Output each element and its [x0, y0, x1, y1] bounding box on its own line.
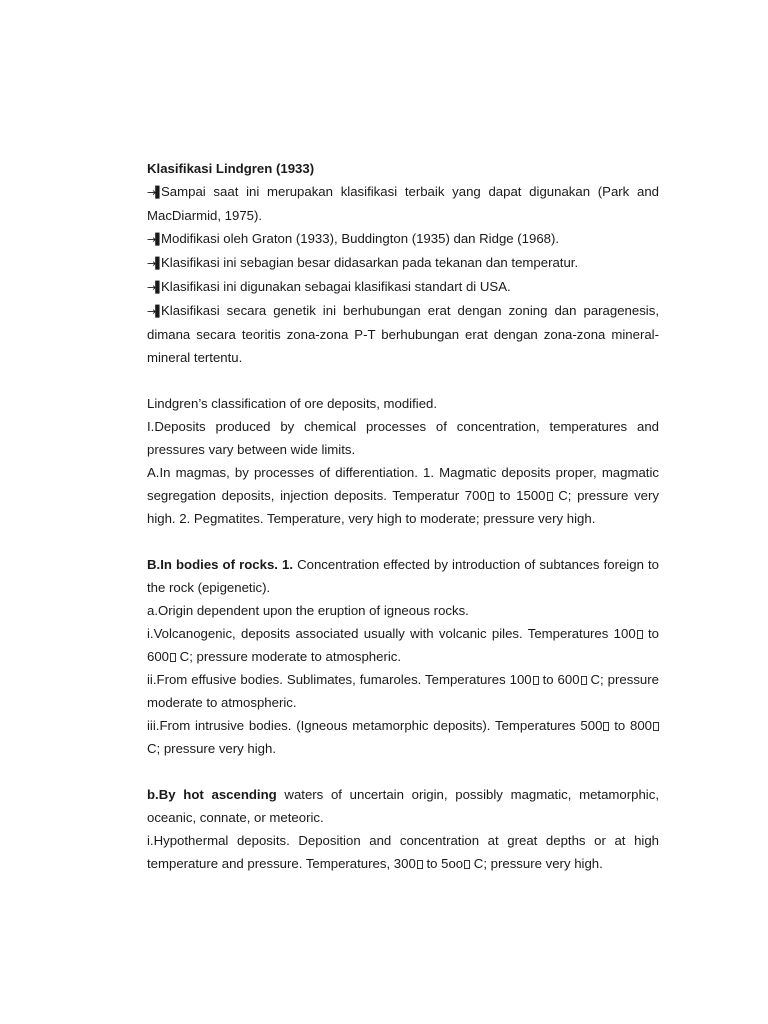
- degree-placeholder-icon: [653, 722, 659, 731]
- document-page: [147, 157, 659, 875]
- arrow-bullet-icon: →▌: [147, 281, 163, 294]
- bullet-item: →▌Modifikasi oleh Graton (1933), Buddington (1935) dan Ridge (1968).: [147, 227, 659, 251]
- bullet-item: →▌Klasifikasi secara genetik ini berhubungan erat dengan zoning dan paragenesis, dimana secara teoritis zona-zona P-T berhubungan erat dengan zona-zona mineral-mineral tertentu.: [147, 299, 659, 369]
- paragraph: b.By hot ascending waters of uncertain origin, possibly magmatic, metamorphic, oceanic, connate, or meteoric.: [147, 787, 659, 825]
- arrow-bullet-icon: →▌: [147, 233, 163, 246]
- paragraph: iii.From intrusive bodies. (Igneous metamorphic deposits). Temperatures 500 to 800 C; pressure very high.: [147, 714, 659, 760]
- paragraph: A.In magmas, by processes of differentiation. 1. Magmatic deposits proper, magmatic segregation deposits, injection deposits. Temperatur 700 to 1500 C; pressure very high. 2. Pegmatites. Temperature, very high to moderate; pressure very high.: [147, 465, 659, 526]
- arrow-bullet-icon: →▌: [147, 305, 163, 318]
- section-title: Lindgren’s classification of ore deposits, modified.: [147, 396, 438, 411]
- paragraph: ii.From effusive bodies. Sublimates, fumaroles. Temperatures 100 to 600 C; pressure moderate to atmospheric.: [147, 672, 659, 710]
- arrow-bullet-icon: →▌: [147, 186, 163, 199]
- paragraph: I.Deposits produced by chemical processes of concentration, temperatures and pressures vary between wide limits.: [147, 419, 659, 457]
- bullet-item: →▌Klasifikasi ini digunakan sebagai klasifikasi standart di USA.: [147, 275, 659, 299]
- arrow-bullet-icon: →▌: [147, 257, 163, 270]
- paragraph: a.Origin dependent upon the eruption of igneous rocks.: [147, 603, 469, 618]
- paragraph: i.Hypothermal deposits. Deposition and concentration at great depths or at high temperature and pressure. Temperatures, 300 to 5oo C; pressure very high.: [147, 833, 659, 871]
- bullet-item: →▌Klasifikasi ini sebagian besar didasarkan pada tekanan dan temperatur.: [147, 251, 659, 275]
- paragraph: B.In bodies of rocks. 1. Concentration effected by introduction of subtances foreign to the rock (epigenetic).: [147, 557, 659, 595]
- bullet-item: →▌Sampai saat ini merupakan klasifikasi terbaik yang dapat digunakan (Park and MacDiarmid, 1975).: [147, 180, 659, 227]
- paragraph: i.Volcanogenic, deposits associated usually with volcanic piles. Temperatures 100 to 600 C; pressure moderate to atmospheric.: [147, 626, 659, 664]
- heading: Klasifikasi Lindgren (1933): [147, 161, 315, 176]
